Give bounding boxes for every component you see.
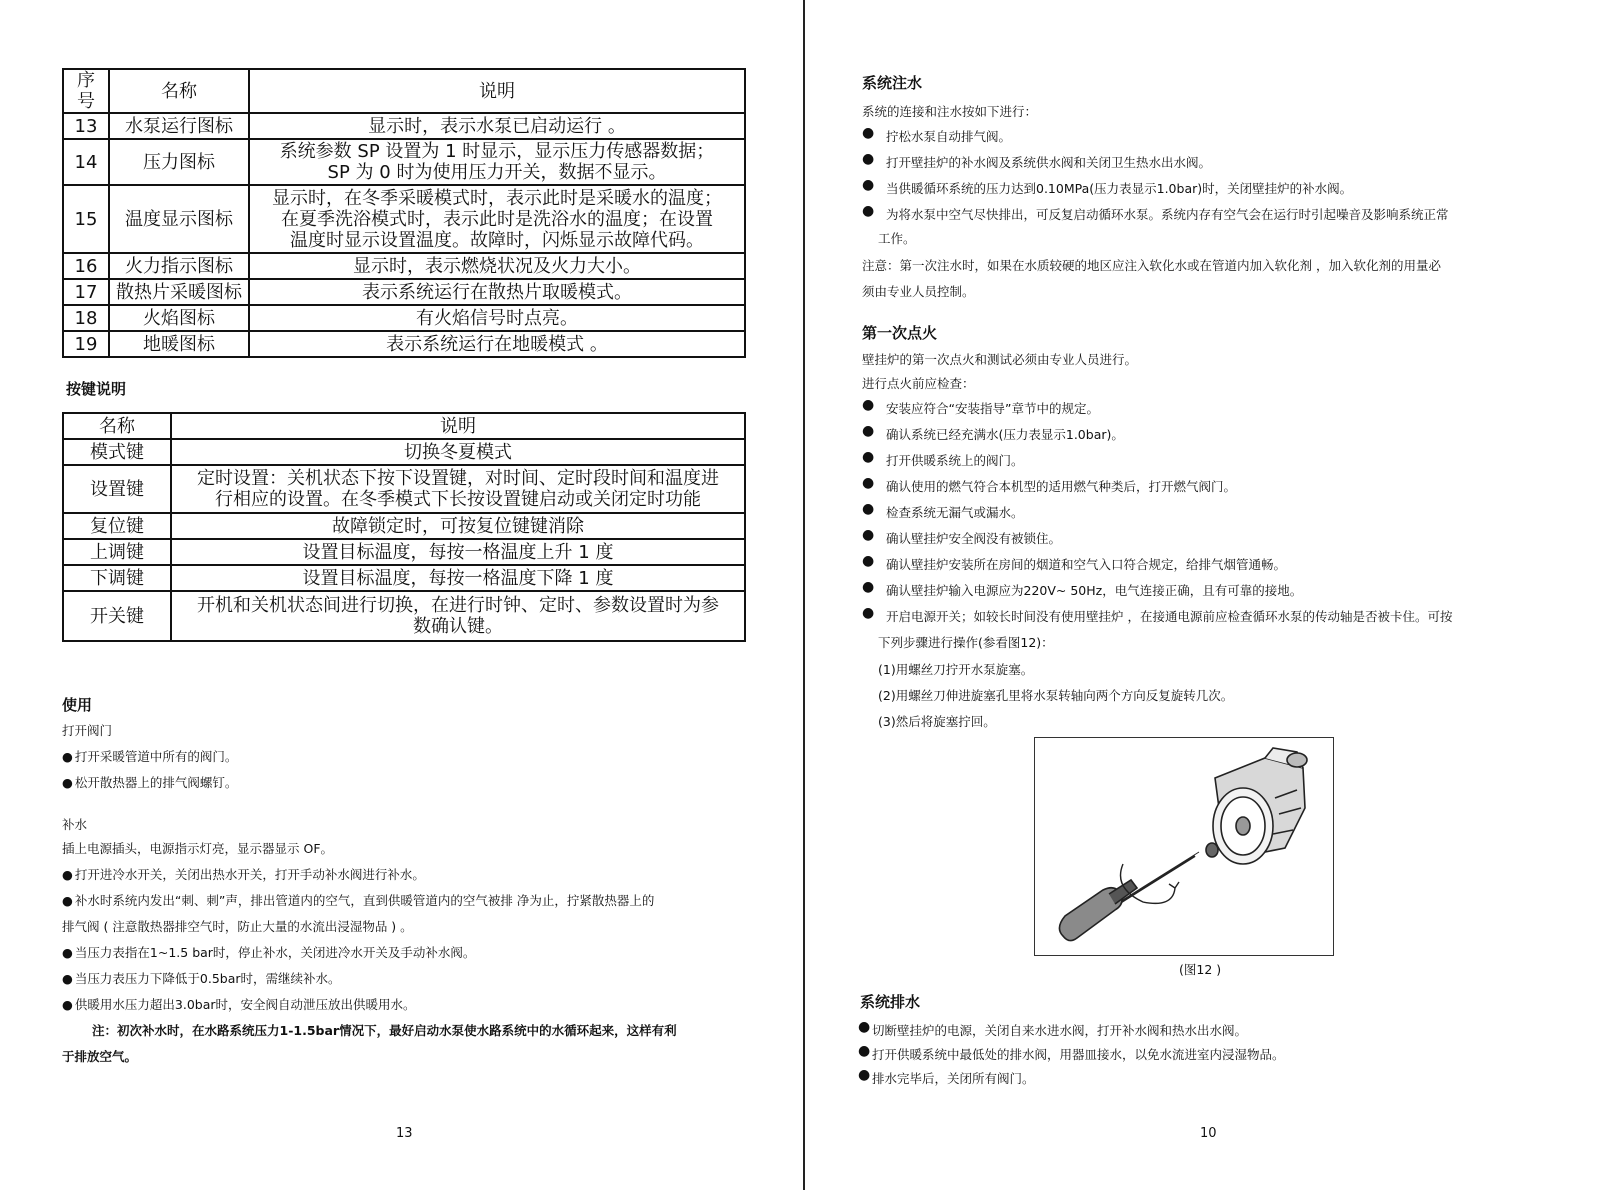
desc-line: 表示系统运行在地暖模式 。 (386, 333, 608, 355)
item-text: 安装应符合“安装指导”章节中的规定。 (886, 401, 1099, 416)
item-text: 当供暖循环系统的压力达到0.10MPa(压力表显示1.0bar)时，关闭壁挂炉的补水阀。 (886, 181, 1353, 196)
key-name: 下调键 (63, 565, 171, 591)
desc-line: 显示时，表示燃烧状况及火力大小。 (353, 255, 641, 277)
item-text: 排水完毕后，关闭所有阀门。 (872, 1071, 1035, 1086)
fill-note-continued: 于排放空气。 (62, 1049, 138, 1064)
icon-table (62, 68, 746, 358)
row-number: 17 (63, 279, 109, 305)
bullet-icon: ● (862, 397, 875, 413)
fill-title: 补水 (62, 817, 88, 832)
first-ignition-title: 第一次点火 (862, 324, 938, 342)
item-text: 确认使用的燃气符合本机型的适用燃气种类后，打开燃气阀门。 (886, 479, 1237, 494)
key-name: 模式键 (63, 439, 171, 465)
fill-item: ● 当压力表指在1~1.5 bar时，停止补水，关闭进冷水开关及手动补水阀。 (62, 940, 475, 966)
system-fill-item (862, 179, 1352, 197)
desc-line: 显示时，表示水泵已启动运行 。 (368, 115, 626, 137)
procedure-step: (3)然后将旋塞拧回。 (878, 714, 996, 729)
bullet-icon: ● (858, 1067, 871, 1083)
desc-line: 有火焰信号时点亮。 (416, 307, 578, 329)
bullet-icon: ● (858, 1043, 871, 1059)
bullet-icon: ● (862, 605, 875, 621)
table-row (63, 591, 745, 641)
page-number-left: 13 (396, 1126, 413, 1141)
bullet-icon: ● (862, 501, 875, 517)
row-name: 水泵运行图标 (109, 113, 249, 139)
bullet-icon: ● (862, 579, 875, 595)
bullet-icon: ● (862, 475, 875, 491)
bullet-icon: ● (858, 1019, 871, 1035)
row-desc (249, 139, 745, 185)
item-text: 确认壁挂炉安装所在房间的烟道和空气入口符合规定，给排气烟管通畅。 (886, 557, 1287, 572)
open-valve-item: ● 打开采暖管道中所有的阀门。 (62, 744, 237, 770)
use-title: 使用 (62, 696, 93, 714)
drain-item (858, 1069, 1035, 1087)
system-fill-item (862, 127, 1011, 145)
item-text: 确认系统已经充满水(压力表显示1.0bar)。 (886, 427, 1124, 442)
key-desc (171, 465, 745, 513)
key-name: 复位键 (63, 513, 171, 539)
left-page (0, 0, 803, 1190)
row-number: 16 (63, 253, 109, 279)
ignition-check-item (862, 451, 1024, 469)
drain-item (858, 1021, 1247, 1039)
desc-line: SP 为 0 时为使用压力开关，数据不显示。 (327, 162, 667, 183)
item-text: 检查系统无漏气或漏水。 (886, 505, 1024, 520)
ignition-check-item (862, 503, 1024, 521)
row-number: 19 (63, 331, 109, 357)
row-name: 地暖图标 (109, 331, 249, 357)
item-text: 打开供暖系统上的阀门。 (886, 453, 1024, 468)
desc-line: 数确认键。 (413, 616, 503, 637)
key-desc (171, 513, 745, 539)
system-fill-intro: 系统的连接和注水按如下进行： (862, 104, 1038, 119)
desc-line: 表示系统运行在散热片取暖模式。 (362, 281, 632, 303)
row-desc (249, 253, 745, 279)
ignition-check-item (862, 607, 1452, 625)
desc-line: 在夏季洗浴模式时，表示此时是洗浴水的温度；在设置 (281, 208, 713, 230)
header-cell: 序号 (63, 69, 109, 113)
item-text: 确认壁挂炉输入电源应为220V~ 50Hz，电气连接正确，且有可靠的接地。 (886, 583, 1303, 598)
bullet-icon: ● (862, 203, 875, 219)
bullet-icon: ● (862, 423, 875, 439)
row-number: 14 (63, 139, 109, 185)
item-text: 切断壁挂炉的电源，关闭自来水进水阀，打开补水阀和热水出水阀。 (872, 1023, 1248, 1038)
row-name: 温度显示图标 (109, 185, 249, 253)
page-number-right: 10 (1200, 1126, 1217, 1141)
fill-item: ● 补水时系统内发出“刺、刺”声，排出管道内的空气，直到供暖管道内的空气被排 净为止，拧紧散热器上的 (62, 888, 654, 914)
open-valve-title: 打开阀门 (62, 723, 113, 738)
item-text: 打开壁挂炉的补水阀及系统供水阀和关闭卫生热水出水阀。 (886, 155, 1212, 170)
row-number: 15 (63, 185, 109, 253)
row-desc (249, 279, 745, 305)
row-desc (249, 185, 745, 253)
desc-line: 温度时显示设置温度。故障时，闪烁显示故障代码。 (290, 229, 704, 251)
item-text: 开启电源开关；如较长时间没有使用壁挂炉 ，在接通电源前应检查循环水泵的传动轴是否被卡住。可按 (886, 609, 1453, 624)
fill-intro: 插上电源插头，电源指示灯亮，显示器显示 OF。 (62, 841, 334, 856)
ignition-check-item-continued: 下列步骤进行操作(参看图12)： (878, 635, 1054, 650)
desc-line: 切换冬夏模式 (404, 441, 512, 463)
fill-item-continued: 排气阀 ( 注意散热器排空气时，防止大量的水流出浸湿物品 ) 。 (62, 919, 413, 934)
key-name: 设置键 (63, 465, 171, 513)
row-desc (249, 331, 745, 357)
figure-caption: (图12 ) (1179, 962, 1222, 977)
item-text: 拧松水泵自动排气阀。 (886, 129, 1012, 144)
desc-line: 显示时，在冬季采暖模式时，表示此时是采暖水的温度； (272, 187, 722, 209)
table-row (63, 539, 745, 565)
row-name: 火力指示图标 (109, 253, 249, 279)
pump-figure (1034, 737, 1334, 956)
system-fill-item (862, 153, 1211, 171)
row-name: 压力图标 (109, 139, 249, 185)
bullet-icon: ● (862, 553, 875, 569)
bullet-icon: ● (862, 125, 875, 141)
key-desc (171, 439, 745, 465)
key-desc (171, 565, 745, 591)
row-desc (249, 305, 745, 331)
desc-line: 开机和关机状态间进行切换，在进行时钟、定时、参数设置时为参 (197, 595, 719, 616)
key-desc (171, 591, 745, 641)
table-row (63, 565, 745, 591)
ignition-intro: 进行点火前应检查： (862, 376, 975, 391)
desc-line: 定时设置：关机状态下按下设置键，对时间、定时段时间和温度进 (197, 468, 719, 489)
table-row (63, 139, 745, 185)
desc-line: 系统参数 SP 设置为 1 时显示，显示压力传感器数据； (279, 141, 715, 162)
table-row (63, 465, 745, 513)
item-text: 打开供暖系统中最低处的排水阀，用器皿接水，以免水流进室内浸湿物品。 (872, 1047, 1285, 1062)
system-fill-note-continued: 须由专业人员控制。 (862, 284, 975, 299)
key-name: 开关键 (63, 591, 171, 641)
desc-line: 设置目标温度，每按一格温度下降 1 度 (302, 567, 614, 589)
header-cell: 说明 (171, 413, 745, 439)
item-text: 为将水泵中空气尽快排出，可反复启动循环水泵。系统内存有空气会在运行时引起噪音及影响系统正常 (886, 207, 1449, 222)
ignition-intro: 壁挂炉的第一次点火和测试必须由专业人员进行。 (862, 352, 1138, 367)
table-row (63, 113, 745, 139)
row-number: 13 (63, 113, 109, 139)
bullet-icon: ● (862, 177, 875, 193)
ignition-check-item (862, 399, 1099, 417)
table-row (63, 185, 745, 253)
bullet-icon: ● (862, 527, 875, 543)
row-name: 火焰图标 (109, 305, 249, 331)
ignition-check-item (862, 477, 1236, 495)
ignition-check-item (862, 425, 1124, 443)
procedure-step: (1)用螺丝刀拧开水泵旋塞。 (878, 662, 1034, 677)
key-desc (171, 539, 745, 565)
item-text: 确认壁挂炉安全阀没有被锁住。 (886, 531, 1062, 546)
ignition-check-item (862, 581, 1302, 599)
desc-line: 故障锁定时，可按复位键键消除 (332, 515, 584, 537)
fill-item: ● 当压力表压力下降低于0.5bar时，需继续补水。 (62, 966, 341, 992)
fill-item: ● 供暖用水压力超出3.0bar时，安全阀自动泄压放出供暖用水。 (62, 992, 416, 1018)
system-fill-title: 系统注水 (862, 74, 923, 92)
row-number: 18 (63, 305, 109, 331)
drain-item (858, 1045, 1285, 1063)
table-header-row (63, 69, 745, 113)
page-divider (803, 0, 805, 1190)
system-fill-item-continued: 工作。 (878, 231, 916, 246)
fill-note: 注：初次补水时，在水路系统压力1-1.5bar情况下，最好启动水泵使水路系统中的水循环起来，这样有利 (92, 1023, 677, 1038)
header-cell: 名称 (63, 413, 171, 439)
table-row (63, 305, 745, 331)
key-section-title: 按键说明 (66, 380, 127, 398)
system-fill-item (862, 205, 1449, 223)
open-valve-item: ● 松开散热器上的排气阀螺钉。 (62, 770, 237, 796)
header-cell: 名称 (109, 69, 249, 113)
header-cell: 说明 (249, 69, 745, 113)
table-row (63, 331, 745, 357)
table-row (63, 279, 745, 305)
system-drain-title: 系统排水 (860, 993, 921, 1011)
desc-line: 行相应的设置。在冬季模式下长按设置键启动或关闭定时功能 (215, 489, 701, 510)
table-row (63, 513, 745, 539)
key-table (62, 412, 746, 642)
ignition-check-item (862, 529, 1061, 547)
fill-item: ● 打开进冷水开关，关闭出热水开关，打开手动补水阀进行补水。 (62, 862, 425, 888)
system-fill-note: 注意：第一次注水时，如果在水质较硬的地区应注入软化水或在管道内加入软化剂 ，加入软化剂的用量必 (862, 258, 1441, 273)
key-name: 上调键 (63, 539, 171, 565)
procedure-step: (2)用螺丝刀伸进旋塞孔里将水泵转轴向两个方向反复旋转几次。 (878, 688, 1234, 703)
row-desc (249, 113, 745, 139)
row-name: 散热片采暖图标 (109, 279, 249, 305)
desc-line: 设置目标温度，每按一格温度上升 1 度 (302, 541, 614, 563)
bullet-icon: ● (862, 151, 875, 167)
table-row (63, 439, 745, 465)
pump-screwdriver-illustration (1035, 738, 1333, 955)
table-row (63, 253, 745, 279)
ignition-check-item (862, 555, 1286, 573)
table-header-row (63, 413, 745, 439)
bullet-icon: ● (862, 449, 875, 465)
